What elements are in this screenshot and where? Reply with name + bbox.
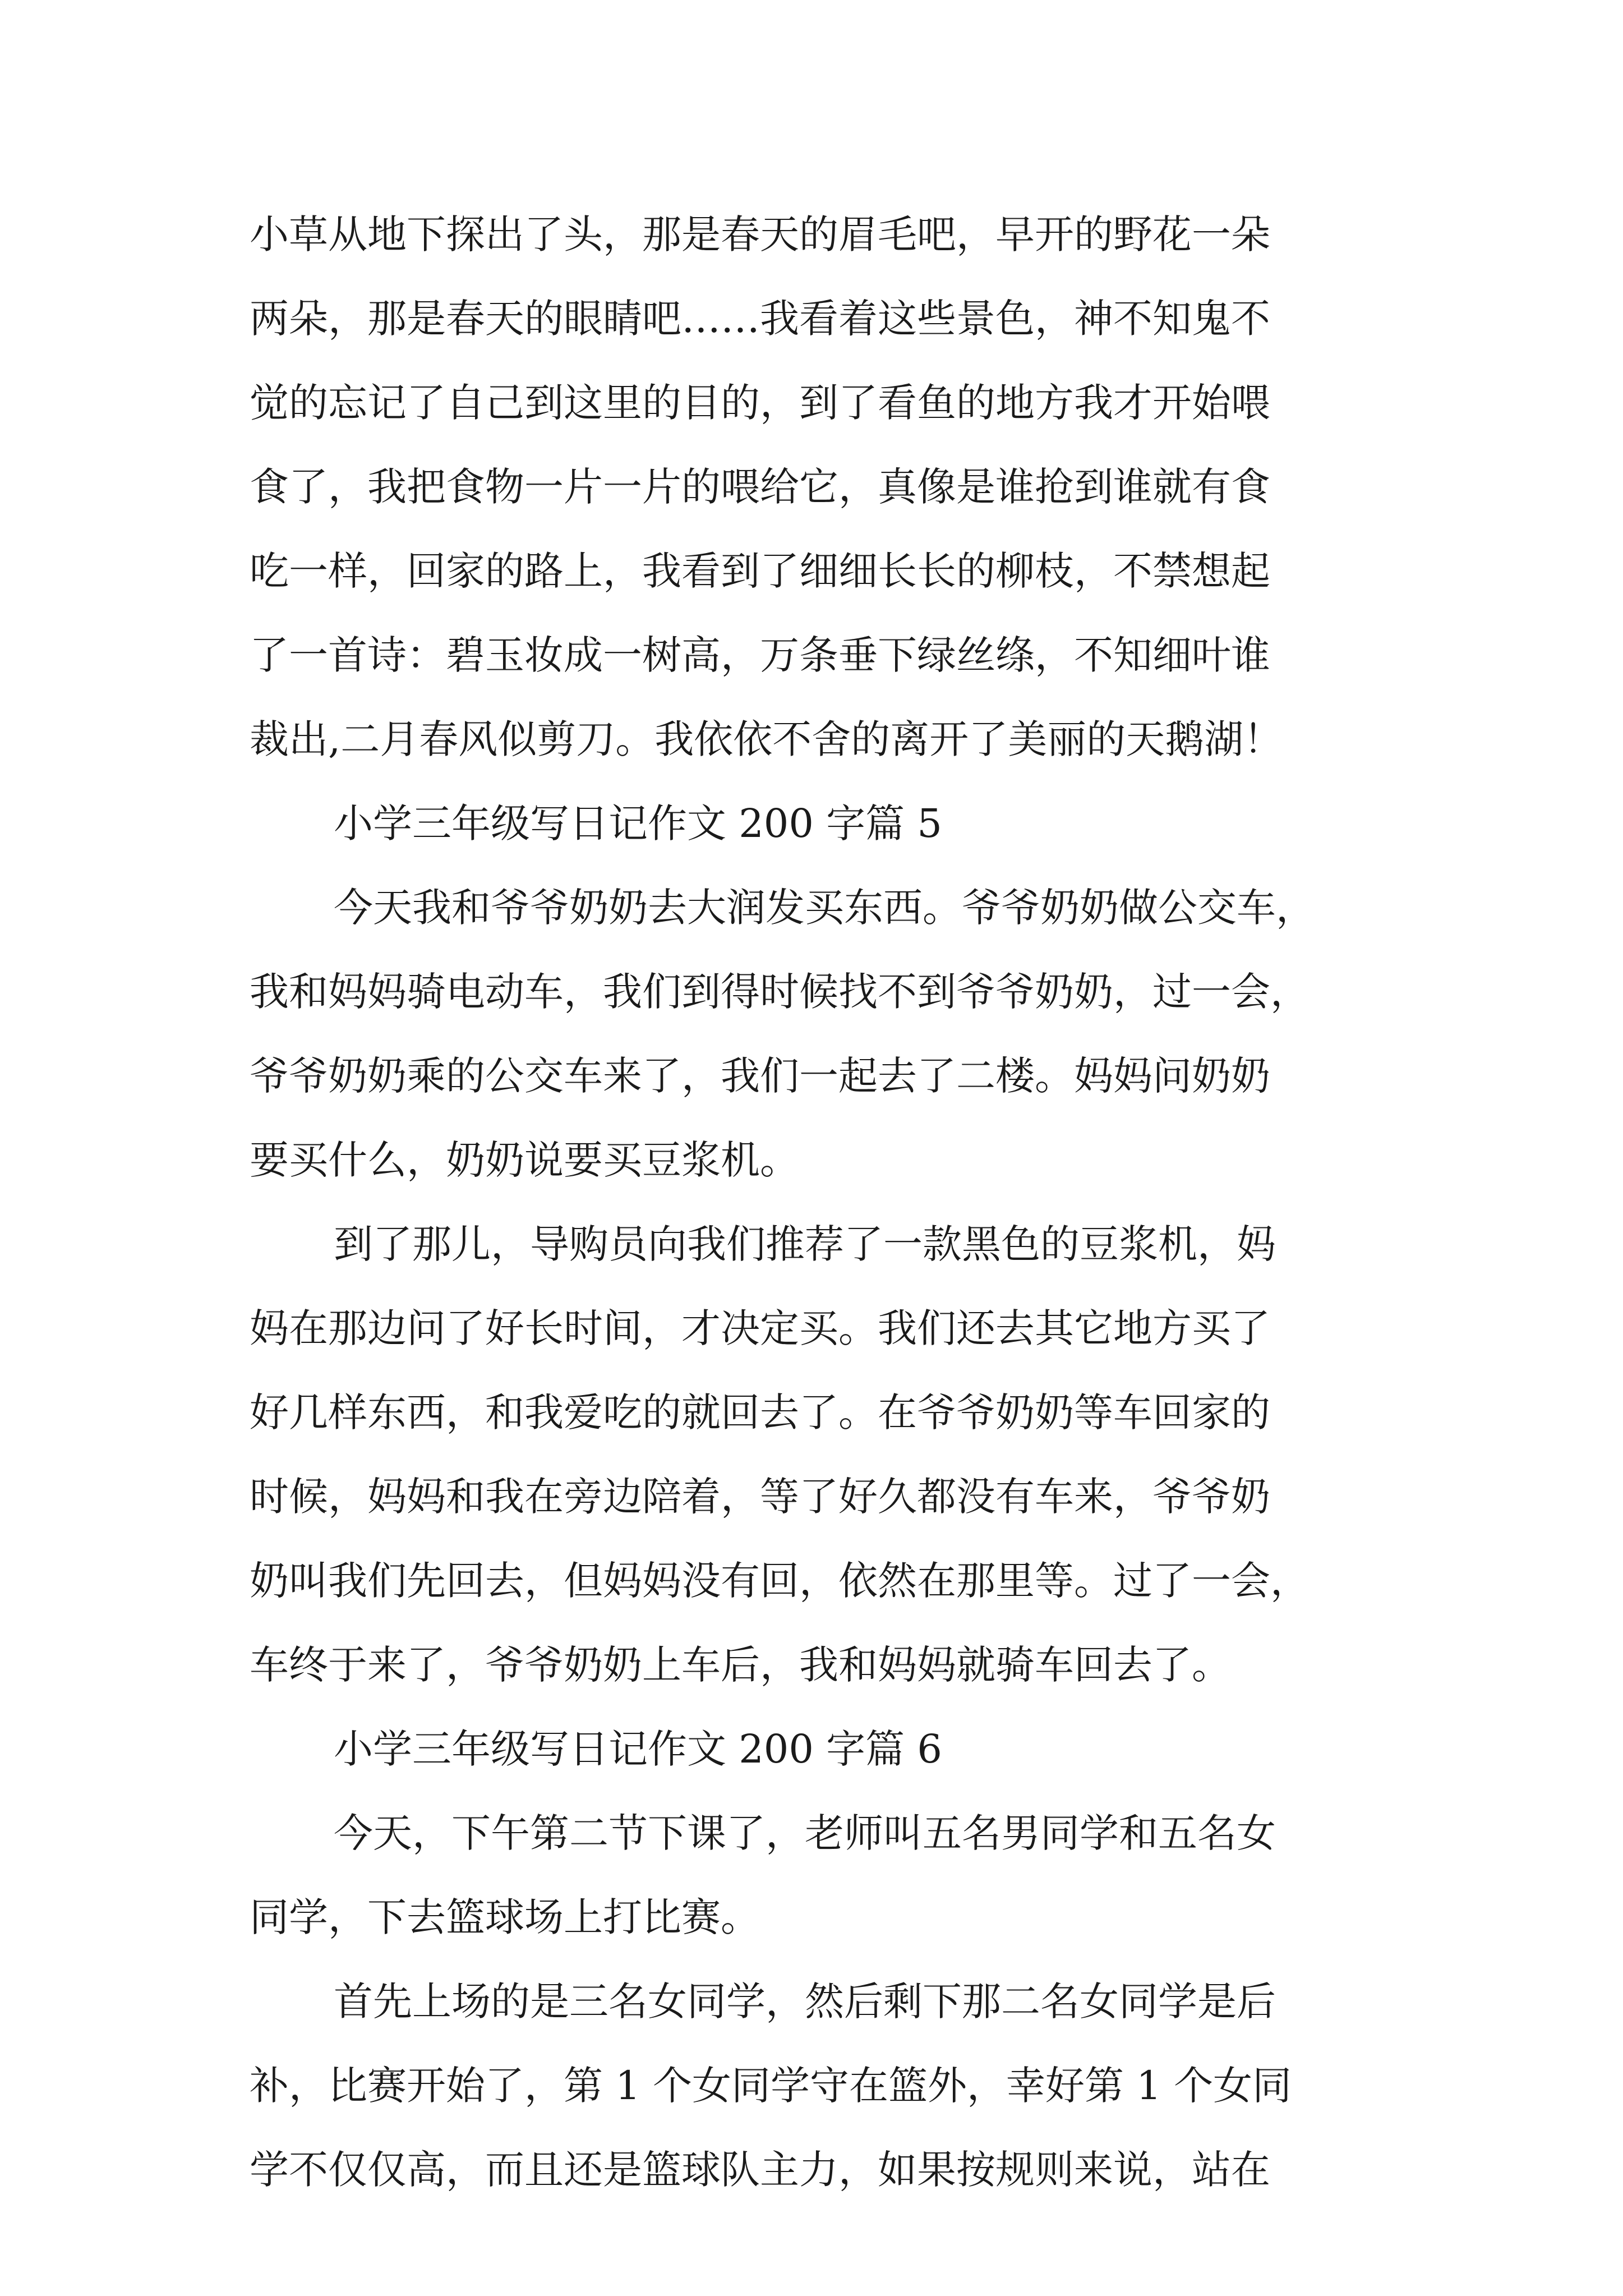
paragraph-line: 了一首诗：碧玉妆成一树高，万条垂下绿丝绦，不知细叶谁	[250, 632, 1270, 678]
paragraph-line: 今天我和爷爷奶奶去大润发买东西。爷爷奶奶做公交车，	[334, 885, 1315, 931]
section-heading: 小学三年级写日记作文 200 字篇 5	[334, 800, 942, 846]
paragraph-line: 觉的忘记了自己到这里的目的，到了看鱼的地方我才开始喂	[250, 380, 1270, 426]
paragraph-line: 补，比赛开始了，第 1 个女同学守在篮外，幸好第 1 个女同	[250, 2063, 1292, 2109]
paragraph-line: 车终于来了，爷爷奶奶上车后，我和妈妈就骑车回去了。	[250, 1642, 1231, 1688]
paragraph-line: 小草从地下探出了头，那是春天的眉毛吧，早开的野花一朵	[250, 211, 1270, 257]
paragraph-line: 妈在那边问了好长时间，才决定买。我们还去其它地方买了	[250, 1305, 1270, 1351]
paragraph-line: 要买什么，奶奶说要买豆浆机。	[250, 1137, 799, 1183]
section-heading: 小学三年级写日记作文 200 字篇 6	[334, 1726, 942, 1772]
paragraph-line: 今天，下午第二节下课了，老师叫五名男同学和五名女	[334, 1810, 1276, 1856]
paragraph-line: 好几样东西，和我爱吃的就回去了。在爷爷奶奶等车回家的	[250, 1389, 1270, 1435]
paragraph-line: 我和妈妈骑电动车，我们到得时候找不到爷爷奶奶，过一会，	[250, 969, 1310, 1015]
paragraph-line: 两朵，那是春天的眼睛吧……我看着这些景色，神不知鬼不	[250, 296, 1270, 342]
paragraph-line: 学不仅仅高，而且还是篮球队主力，如果按规则来说，站在	[250, 2147, 1270, 2193]
paragraph-line: 同学，下去篮球场上打比赛。	[250, 1894, 760, 1940]
paragraph-line: 到了那儿，导购员向我们推荐了一款黑色的豆浆机，妈	[334, 1221, 1276, 1267]
paragraph-line: 爷爷奶奶乘的公交车来了，我们一起去了二楼。妈妈问奶奶	[250, 1053, 1270, 1099]
paragraph-line: 裁出,二月春风似剪刀。我依依不舍的离开了美丽的天鹅湖！	[250, 716, 1283, 762]
paragraph-line: 吃一样，回家的路上，我看到了细细长长的柳枝，不禁想起	[250, 548, 1270, 594]
paragraph-line: 时候，妈妈和我在旁边陪着，等了好久都没有车来，爷爷奶	[250, 1474, 1270, 1520]
paragraph-line: 首先上场的是三名女同学，然后剩下那二名女同学是后	[334, 1978, 1276, 2024]
paragraph-line: 奶叫我们先回去，但妈妈没有回，依然在那里等。过了一会，	[250, 1558, 1310, 1604]
paragraph-line: 食了，我把食物一片一片的喂给它，真像是谁抢到谁就有食	[250, 464, 1270, 510]
